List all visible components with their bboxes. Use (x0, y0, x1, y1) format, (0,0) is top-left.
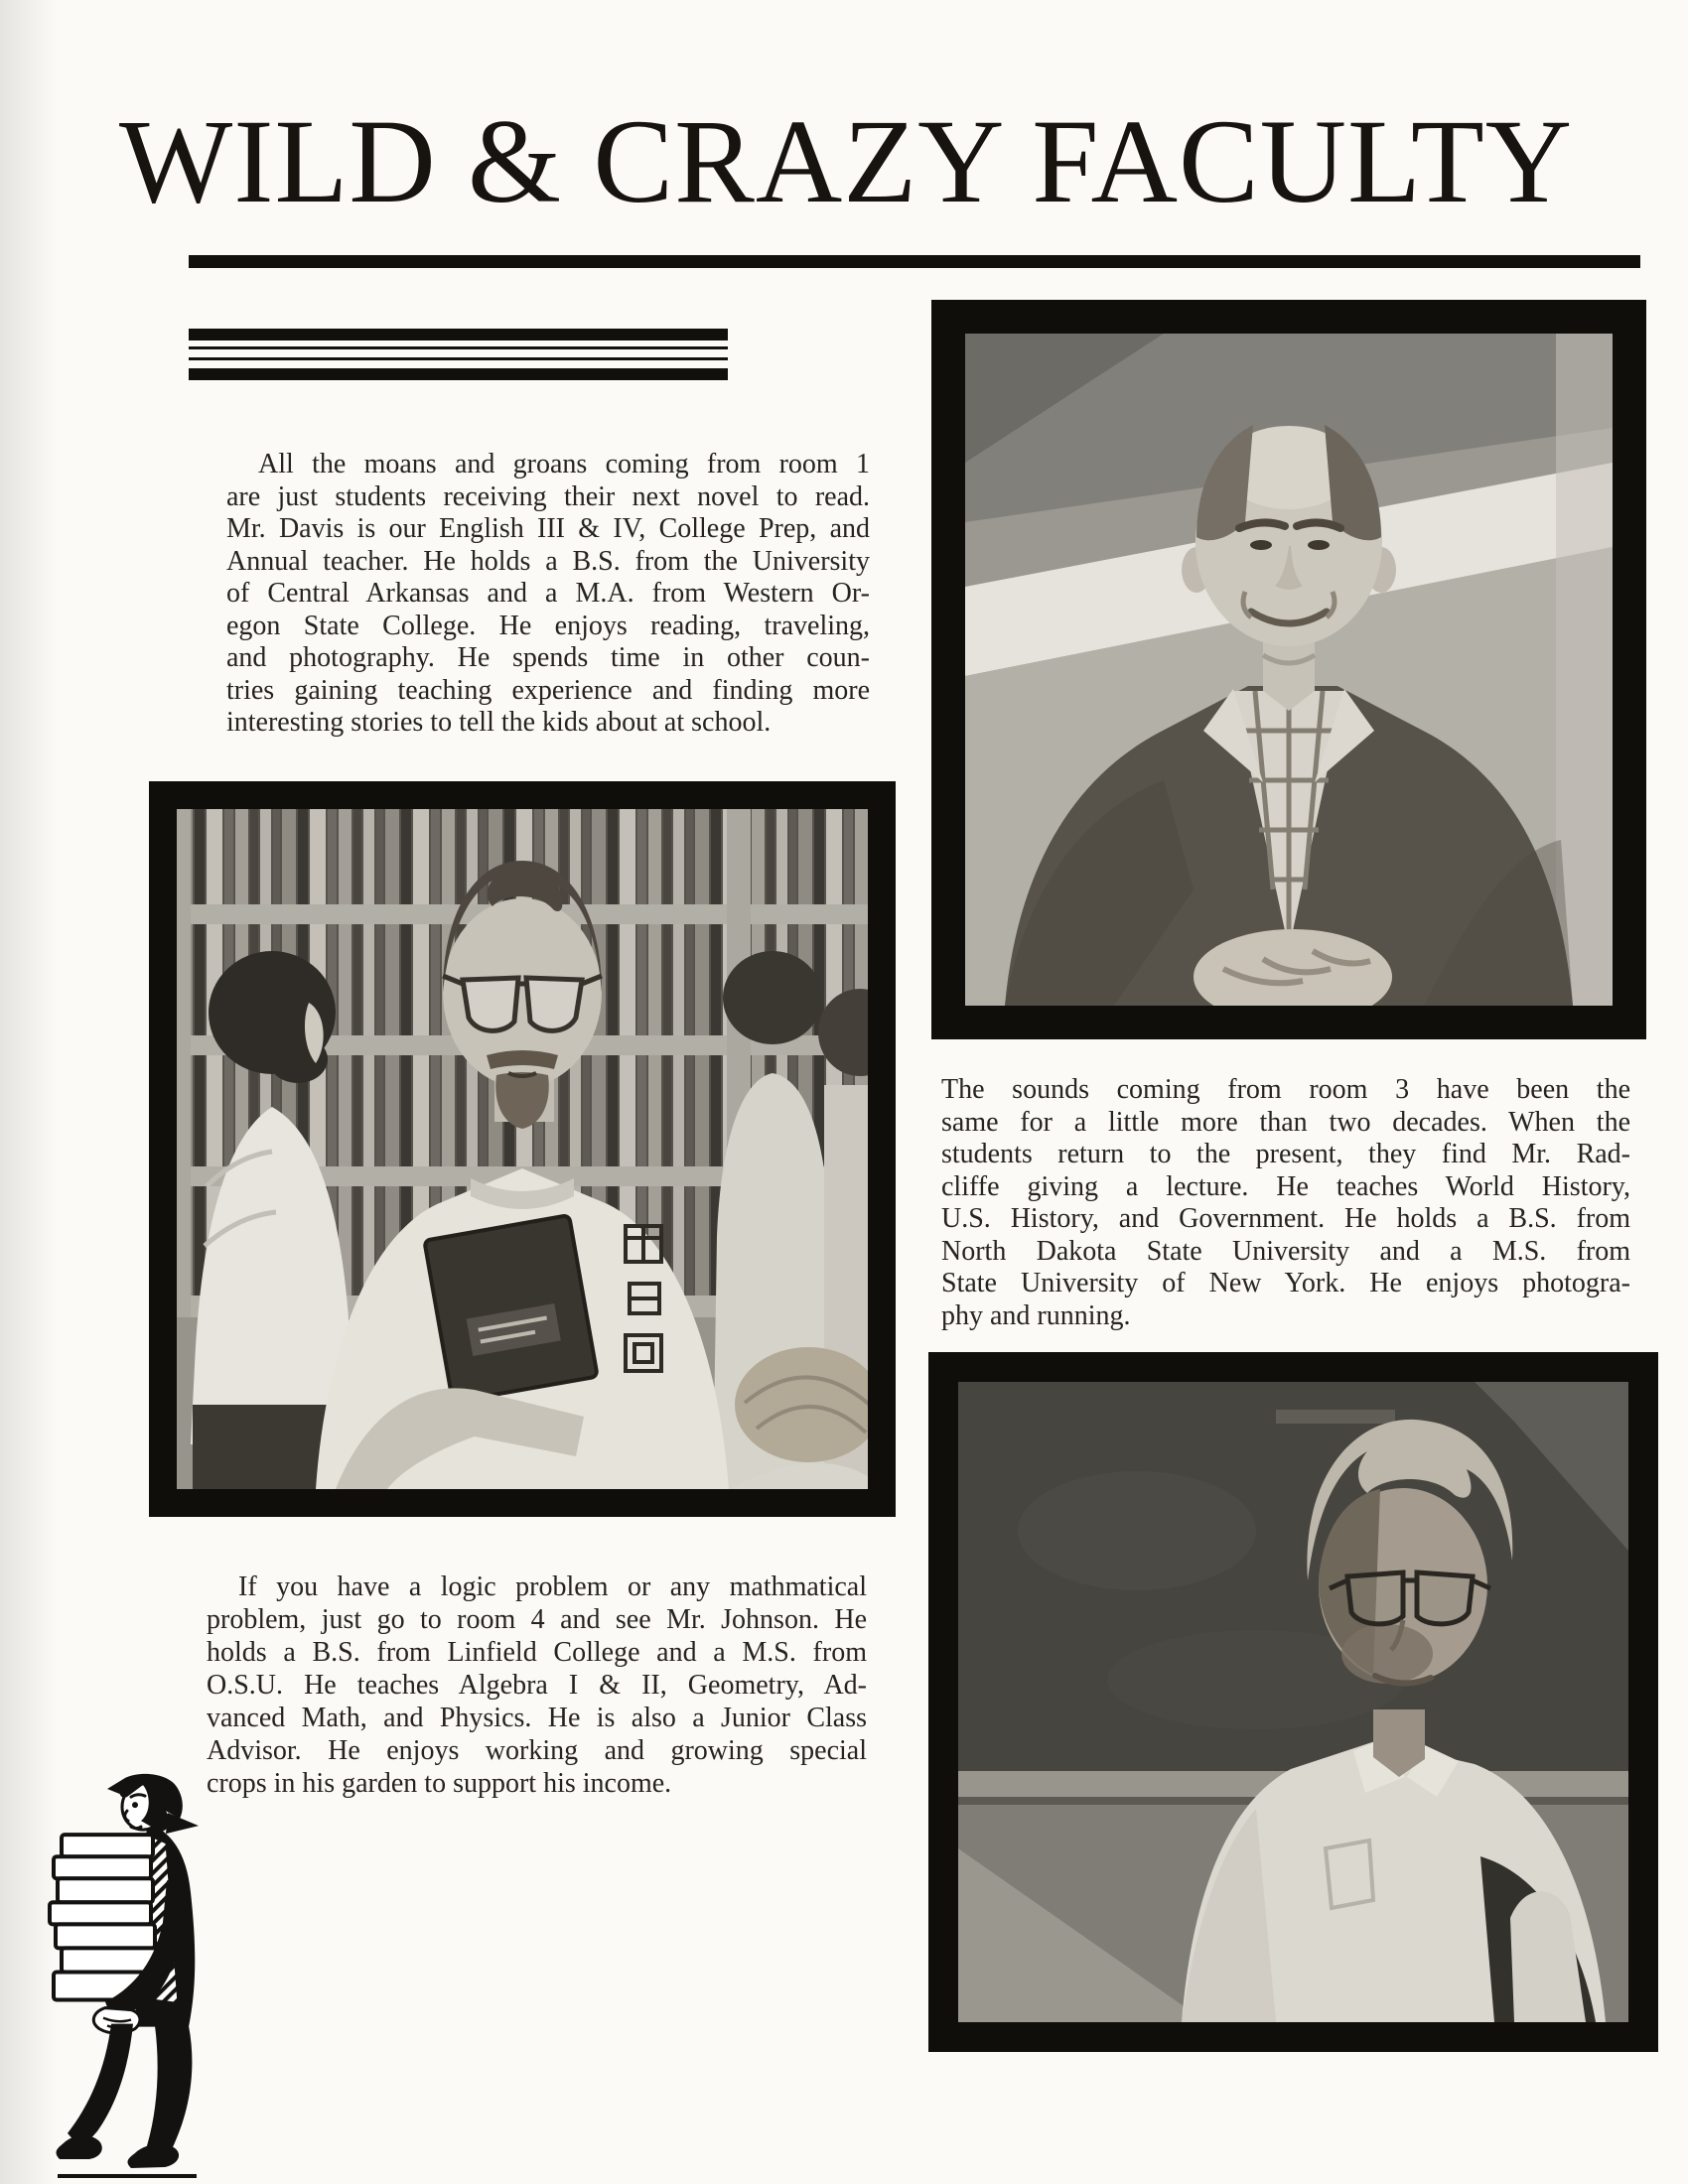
divider-bar (189, 368, 728, 380)
text-line: egon State College. He enjoys reading, traveling, (226, 610, 870, 641)
article-mr-radcliffe (941, 1074, 1630, 1332)
davis-portrait-illustration (965, 334, 1613, 1006)
text-line: Advisor. He enjoys working and growing special (207, 1735, 867, 1766)
photo-library-scene (149, 781, 896, 1517)
text-line: holds a B.S. from Linfield College and a M.S. from (207, 1637, 867, 1668)
text-line: All the moans and groans coming from room 1 (258, 449, 870, 479)
title-rule (189, 255, 1640, 268)
divider-gap (189, 349, 728, 357)
chalkboard-portrait-illustration (958, 1382, 1628, 2022)
text-line: students return to the present, they find Mr. Rad- (941, 1139, 1630, 1169)
text-line: cliffe giving a lecture. He teaches World History, (941, 1170, 1630, 1202)
text-line: Annual teacher. He holds a B.S. from the University (226, 545, 870, 577)
book-carrier-cartoon-drawing (48, 1773, 203, 2181)
text-line: The sounds coming from room 3 have been the (941, 1074, 1630, 1105)
text-line: O.S.U. He teaches Algebra I & II, Geometry, Ad- (207, 1670, 867, 1701)
text-line: North Dakota State University and a M.S. from (941, 1235, 1630, 1267)
text-line: U.S. History, and Government. He holds a B.S. from (941, 1203, 1630, 1234)
photo-chalkboard-portrait (928, 1352, 1658, 2052)
text-line: same for a little more than two decades. When the (941, 1106, 1630, 1138)
text-line: State University of New York. He enjoys photogra- (941, 1268, 1630, 1298)
article-mr-johnson (207, 1570, 867, 1800)
section-divider (189, 329, 728, 380)
article-mr-davis (226, 449, 870, 740)
text-line: If you have a logic problem or any mathmatical (238, 1571, 867, 1602)
text-line: phy and running. (941, 1299, 1131, 1331)
text-line: and photography. He spends time in other coun- (226, 642, 870, 673)
text-line: crops in his garden to support his income. (207, 1768, 672, 1799)
text-line: interesting stories to tell the kids about at school. (226, 707, 772, 738)
text-line: are just students receiving their next novel to read. (226, 480, 870, 512)
text-line: problem, just go to room 4 and see Mr. Johnson. He (207, 1604, 867, 1635)
library-scene-illustration (177, 809, 868, 1489)
text-line: vanced Math, and Physics. He is also a Junior Class (207, 1703, 867, 1733)
text-line: tries gaining teaching experience and finding more (226, 674, 870, 706)
divider-gap (189, 360, 728, 368)
text-line: of Central Arkansas and a M.A. from Western Or- (226, 578, 870, 609)
page-title: WILD & CRAZY FACULTY (119, 95, 1574, 228)
book-carrier-cartoon-icon (48, 1773, 203, 2181)
divider-bar (189, 329, 728, 341)
photo-davis-portrait (931, 300, 1646, 1039)
text-line: Mr. Davis is our English III & IV, College Prep, and (226, 513, 870, 544)
